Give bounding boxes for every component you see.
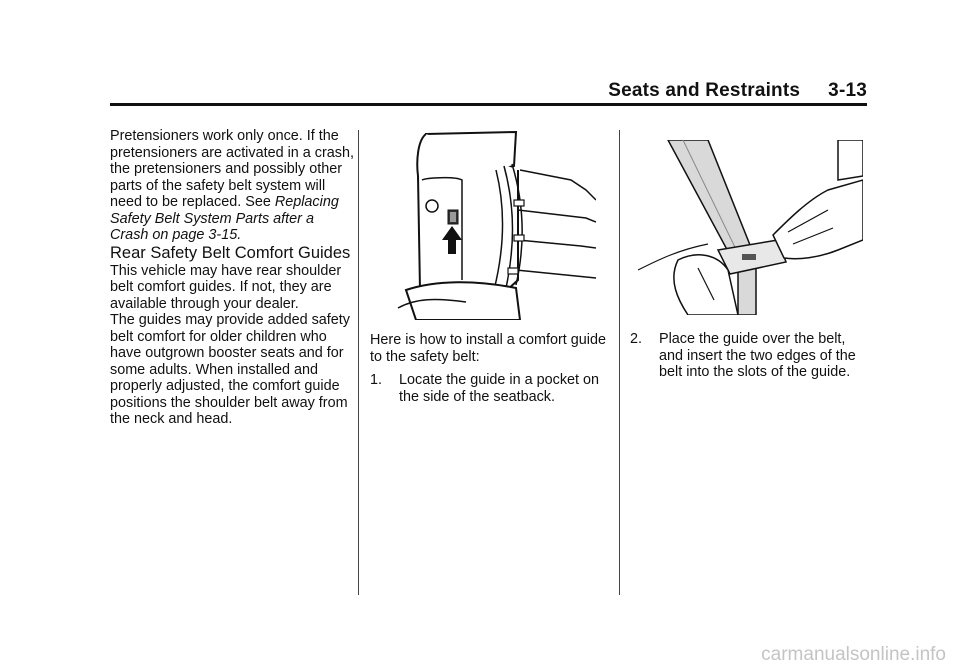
column-divider	[619, 130, 620, 595]
column-1	[110, 128, 355, 428]
seatback-pocket-illustration	[396, 130, 596, 320]
section-title: Seats and Restraints	[608, 80, 801, 101]
body-paragraph: The guides may provide added safety belt comfort for older children who have outgrown booster seats and for some adults. When installed and properly adjusted, the comfort guide positions the shoulder belt away from the neck and head.	[110, 312, 350, 427]
header-rule	[110, 103, 867, 106]
intro-text: Pretensioners work only once. If the pretensioners are activated in a crash, the pretensioners and possibly other parts of the safety belt system will need to be replaced. See	[110, 128, 354, 210]
step-text: Place the guide over the belt, and insert the two edges of the belt into the slots of the guide.	[659, 331, 856, 380]
cross-reference-link[interactable]: Replacing Safety Belt System Parts after a Crash on page 3-15.	[110, 194, 339, 243]
column-divider	[358, 130, 359, 595]
step-1	[370, 372, 615, 405]
step-number: 2.	[630, 331, 643, 347]
page-header	[110, 80, 867, 104]
watermark: carmanualsonline.info	[761, 644, 946, 665]
page-number: 3-13	[828, 80, 867, 101]
belt-guide-illustration	[638, 140, 863, 315]
body-paragraph: This vehicle may have rear shoulder belt comfort guides. If not, they are available through your dealer.	[110, 262, 342, 312]
step-text: Locate the guide in a pocket on the side of the seatback.	[399, 372, 600, 405]
step-intro: Here is how to install a comfort guide to the safety belt:	[370, 332, 606, 365]
step-2	[630, 331, 870, 381]
intro-paragraph	[110, 128, 355, 244]
step-number: 1.	[370, 372, 383, 388]
section-heading: Rear Safety Belt Comfort Guides	[110, 243, 351, 262]
column-2	[370, 130, 615, 405]
column-3	[630, 130, 870, 381]
